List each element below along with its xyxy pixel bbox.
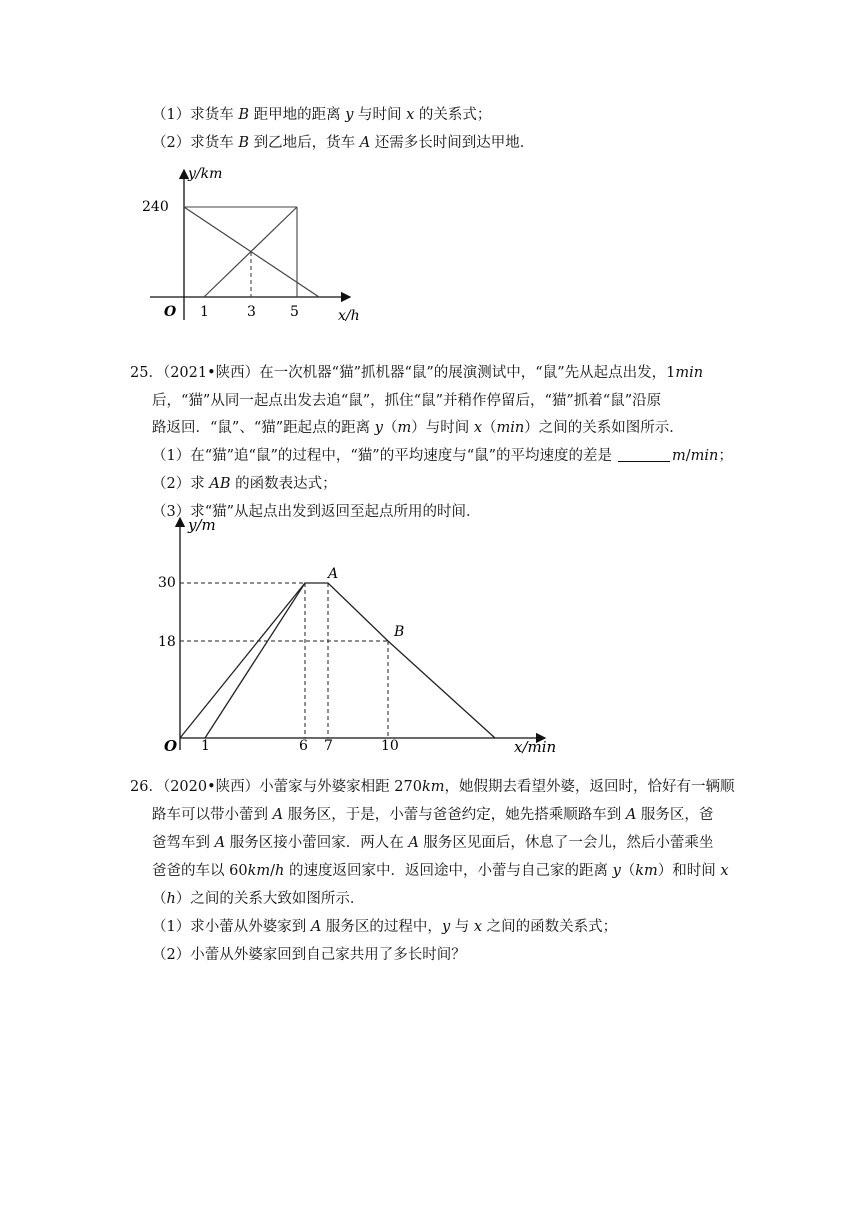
q25-line2: 后，“猫”从同一起点出发去追“鼠”，抓住“鼠”并稍作停留后，“猫”抓着“鼠”沿原: [152, 393, 662, 409]
q25-line1: 25．（2021•陕西）在一次机器“猫”抓机器“鼠”的展演测试中，“鼠”先从起点出发，1min: [130, 365, 704, 381]
q25-line3: 路返回．“鼠”、“猫”距起点的距离 y（m）与时间 x（min）之间的关系如图所示．: [152, 420, 684, 436]
x-tick-1: 1: [201, 738, 210, 754]
q26-line1: 26．（2020•陕西）小蕾家与外婆家相距 270km，她假期去看望外婆，返回时，恰好有一辆顺: [130, 779, 735, 795]
x-tick-5: 5: [290, 304, 299, 320]
series-cat: [205, 583, 495, 738]
x-tick-3: 3: [247, 304, 256, 320]
point-label-a: A: [328, 566, 339, 582]
x-tick-7: 7: [324, 738, 333, 754]
x-tick-10: 10: [381, 738, 399, 754]
q26-line4: 爸爸的车以 60km/h 的速度返回家中．返回途中，小蕾与自己家的距离 y（km）和时间 x: [152, 863, 729, 879]
y-tick-30: 30: [158, 575, 176, 591]
q24-sub2: （2）求货车 B 到乙地后，货车 A 还需多长时间到达甲地．: [152, 135, 535, 151]
y-tick-240: 240: [142, 199, 169, 215]
q25-sub1: （1）在“猫”追“鼠”的过程中，“猫”的平均速度与“鼠”的平均速度的差是 m/min；: [152, 448, 733, 464]
x-axis-label: x/h: [338, 308, 360, 324]
x-axis-label: x/min: [514, 738, 557, 756]
q26-line2: 路车可以带小蕾到 A 服务区，于是，小蕾与爸爸约定，她先搭乘顺路车到 A 服务区，爸: [152, 807, 714, 823]
q26-sub1: （1）求小蕾从外婆家到 A 服务区的过程中，y 与 x 之间的函数关系式；: [152, 919, 618, 935]
y-axis-label: y/m: [188, 516, 216, 534]
origin-label: O: [164, 737, 178, 755]
q24-sub1: （1）求货车 B 距甲地的距离 y 与时间 x 的关系式；: [152, 107, 492, 123]
chart-cat-mouse: [150, 510, 570, 760]
series-mouse: [180, 583, 305, 738]
q26-line5: （h）之间的关系大致如图所示．: [152, 891, 365, 907]
chart-distance-time-1: [140, 160, 370, 330]
y-tick-18: 18: [158, 634, 176, 650]
x-tick-1: 1: [200, 304, 209, 320]
origin-label: O: [164, 304, 177, 320]
q26-sub2: （2）小蕾从外婆家回到自己家共用了多长时间？: [152, 947, 466, 963]
answer-blank[interactable]: [618, 447, 670, 462]
y-axis-label: y/km: [188, 166, 223, 182]
x-tick-6: 6: [299, 738, 308, 754]
q25-sub3: （3）求“猫”从起点出发到返回至起点所用的时间．: [152, 504, 481, 520]
q26-line3: 爸驾车到 A 服务区接小蕾回家．两人在 A 服务区见面后，休息了一会儿，然后小蕾乘坐: [152, 835, 714, 851]
q25-sub2: （2）求 AB 的函数表达式；: [152, 476, 337, 492]
point-label-b: B: [394, 624, 405, 640]
